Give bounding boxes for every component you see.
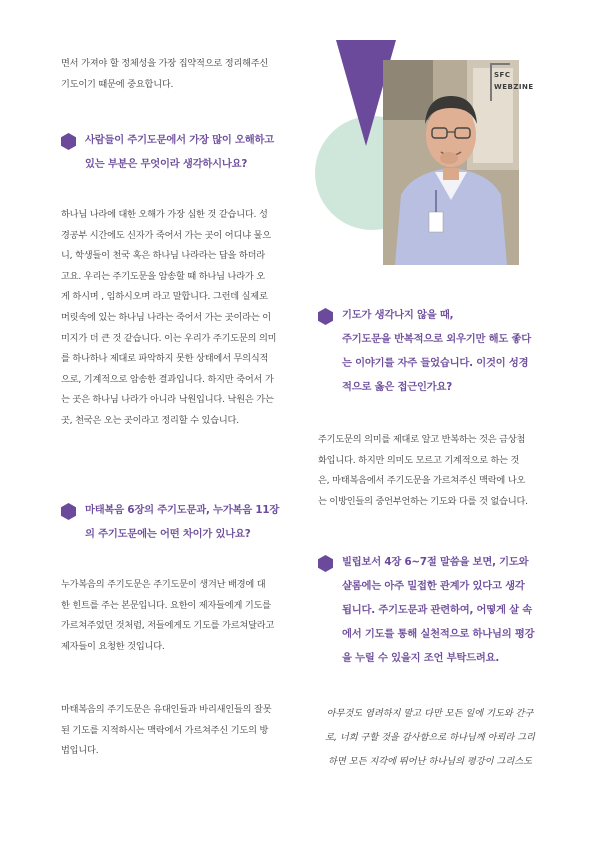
logo-line-1: SFC — [494, 71, 511, 79]
text-line: 게 하시며 , 임하시오며 라고 말합니다. 그런데 실제로 — [61, 291, 268, 303]
text-line: 기도이기 때문에 중요합니다. — [61, 78, 174, 90]
sfc-webzine-logo — [490, 63, 534, 101]
text-line: 니, 학생들이 천국 혹은 하나님 나라라는 답을 하더라 — [61, 250, 265, 262]
text-line: 가르쳐주었던 것처럼, 저들에게도 기도를 가르쳐달라고 — [61, 620, 275, 632]
text-line: 제자들이 요청한 것입니다. — [61, 640, 165, 652]
text-line: 미지가 더 큰 것 같습니다. 이는 우리가 주기도문의 의미 — [61, 332, 277, 344]
answer-4 — [318, 430, 540, 512]
answer-3 — [61, 700, 283, 762]
question-line: 는 이야기를 자주 들었습니다. 이것이 성경 — [342, 357, 529, 369]
question-line: 사람들이 주기도문에서 가장 많이 오해하고 — [85, 134, 274, 146]
text-line: 는 곳은 하나님 나라가 아니라 낙원입니다. 낙원은 가는 — [61, 394, 274, 406]
text-line: 를 하나하나 제대로 파악하지 못한 상태에서 무의식적 — [61, 353, 269, 365]
text-line: 는 이방인들의 중언부언하는 기도와 다를 것 없습니다. — [318, 495, 528, 507]
question-line: 기도가 생각나지 않을 때, — [342, 309, 454, 321]
text-line: 은, 마태복음에서 주기도문을 가르쳐주신 맥락에 나오 — [318, 475, 526, 487]
question-line: 마태복음 6장의 주기도문과, 누가복음 11장 — [85, 504, 280, 516]
question-line: 을 누릴 수 있을지 조언 부탁드려요. — [342, 652, 500, 664]
question-line: 에서 기도를 통해 실천적으로 하나님의 평강 — [342, 628, 535, 640]
question-line: 됩니다. 주기도문과 관련하여, 어떻게 살 속 — [342, 604, 533, 616]
text-line: 누가복음의 주기도문은 주기도문이 생겨난 배경에 대 — [61, 579, 266, 590]
text-line: 고요. 우리는 주기도문을 암송할 때 하나님 나라가 오 — [61, 270, 265, 282]
text-line: 화입니다. 하지만 의미도 모르고 기계적으로 하는 것 — [318, 454, 520, 466]
text-line: 면서 가져야 할 정체성을 가장 집약적으로 정리해주신 — [61, 58, 269, 69]
text-line: 한 힌트를 주는 본문입니다. 요한이 제자들에게 기도를 — [61, 599, 271, 611]
text-line: 곳, 천국은 오는 곳이라고 정리할 수 있습니다. — [61, 414, 239, 426]
question-line: 빌립보서 4장 6~7절 말씀을 보면, 기도와 — [342, 556, 529, 568]
quote-line: 하면 모든 지각에 뛰어난 하나님의 평강이 그리스도 — [328, 756, 532, 767]
question-line: 적으로 옳은 접근인가요? — [342, 381, 453, 393]
logo-line-2: WEBZINE — [494, 83, 534, 91]
text-line: 으로, 기계적으로 암송한 결과입니다. 하지만 죽어서 가 — [61, 373, 274, 385]
question-line: 있는 부분은 무엇이라 생각하시나요? — [85, 158, 248, 170]
question-line: 의 주기도문에는 어떤 차이가 있나요? — [85, 528, 251, 540]
text-line: 머릿속에 있는 하나님 나라는 죽어서 가는 곳이라는 이 — [61, 311, 271, 323]
question-line: 샬롬에는 아주 밀접한 관계가 있다고 생각 — [342, 580, 525, 592]
text-line: 법입니다. — [61, 745, 99, 757]
intro-paragraph — [61, 54, 283, 95]
text-line: 주기도문의 의미를 제대로 알고 반복하는 것은 금상첨 — [318, 434, 526, 445]
text-line: 경공부 시간에도 신자가 죽어서 가는 곳이 어디냐 물으 — [61, 229, 271, 241]
answer-1 — [61, 205, 283, 432]
quote-line: 로, 너희 구할 것을 감사함으로 하나님께 아뢰라 그리 — [325, 732, 535, 743]
text-line: 된 기도를 지적하시는 맥락에서 가르쳐주신 기도의 방 — [61, 724, 269, 736]
scripture-quote — [315, 702, 545, 774]
question-line: 주기도문을 반복적으로 외우기만 해도 좋다 — [342, 333, 531, 345]
answer-2 — [61, 575, 283, 657]
quote-line: 아무것도 염려하지 말고 다만 모든 일에 기도와 간구 — [326, 708, 534, 719]
text-line: 마태복음의 주기도문은 유대인들과 바리새인들의 잘못 — [61, 704, 272, 715]
text-line: 하나님 나라에 대한 오해가 가장 심한 것 같습니다. 성 — [61, 209, 268, 220]
